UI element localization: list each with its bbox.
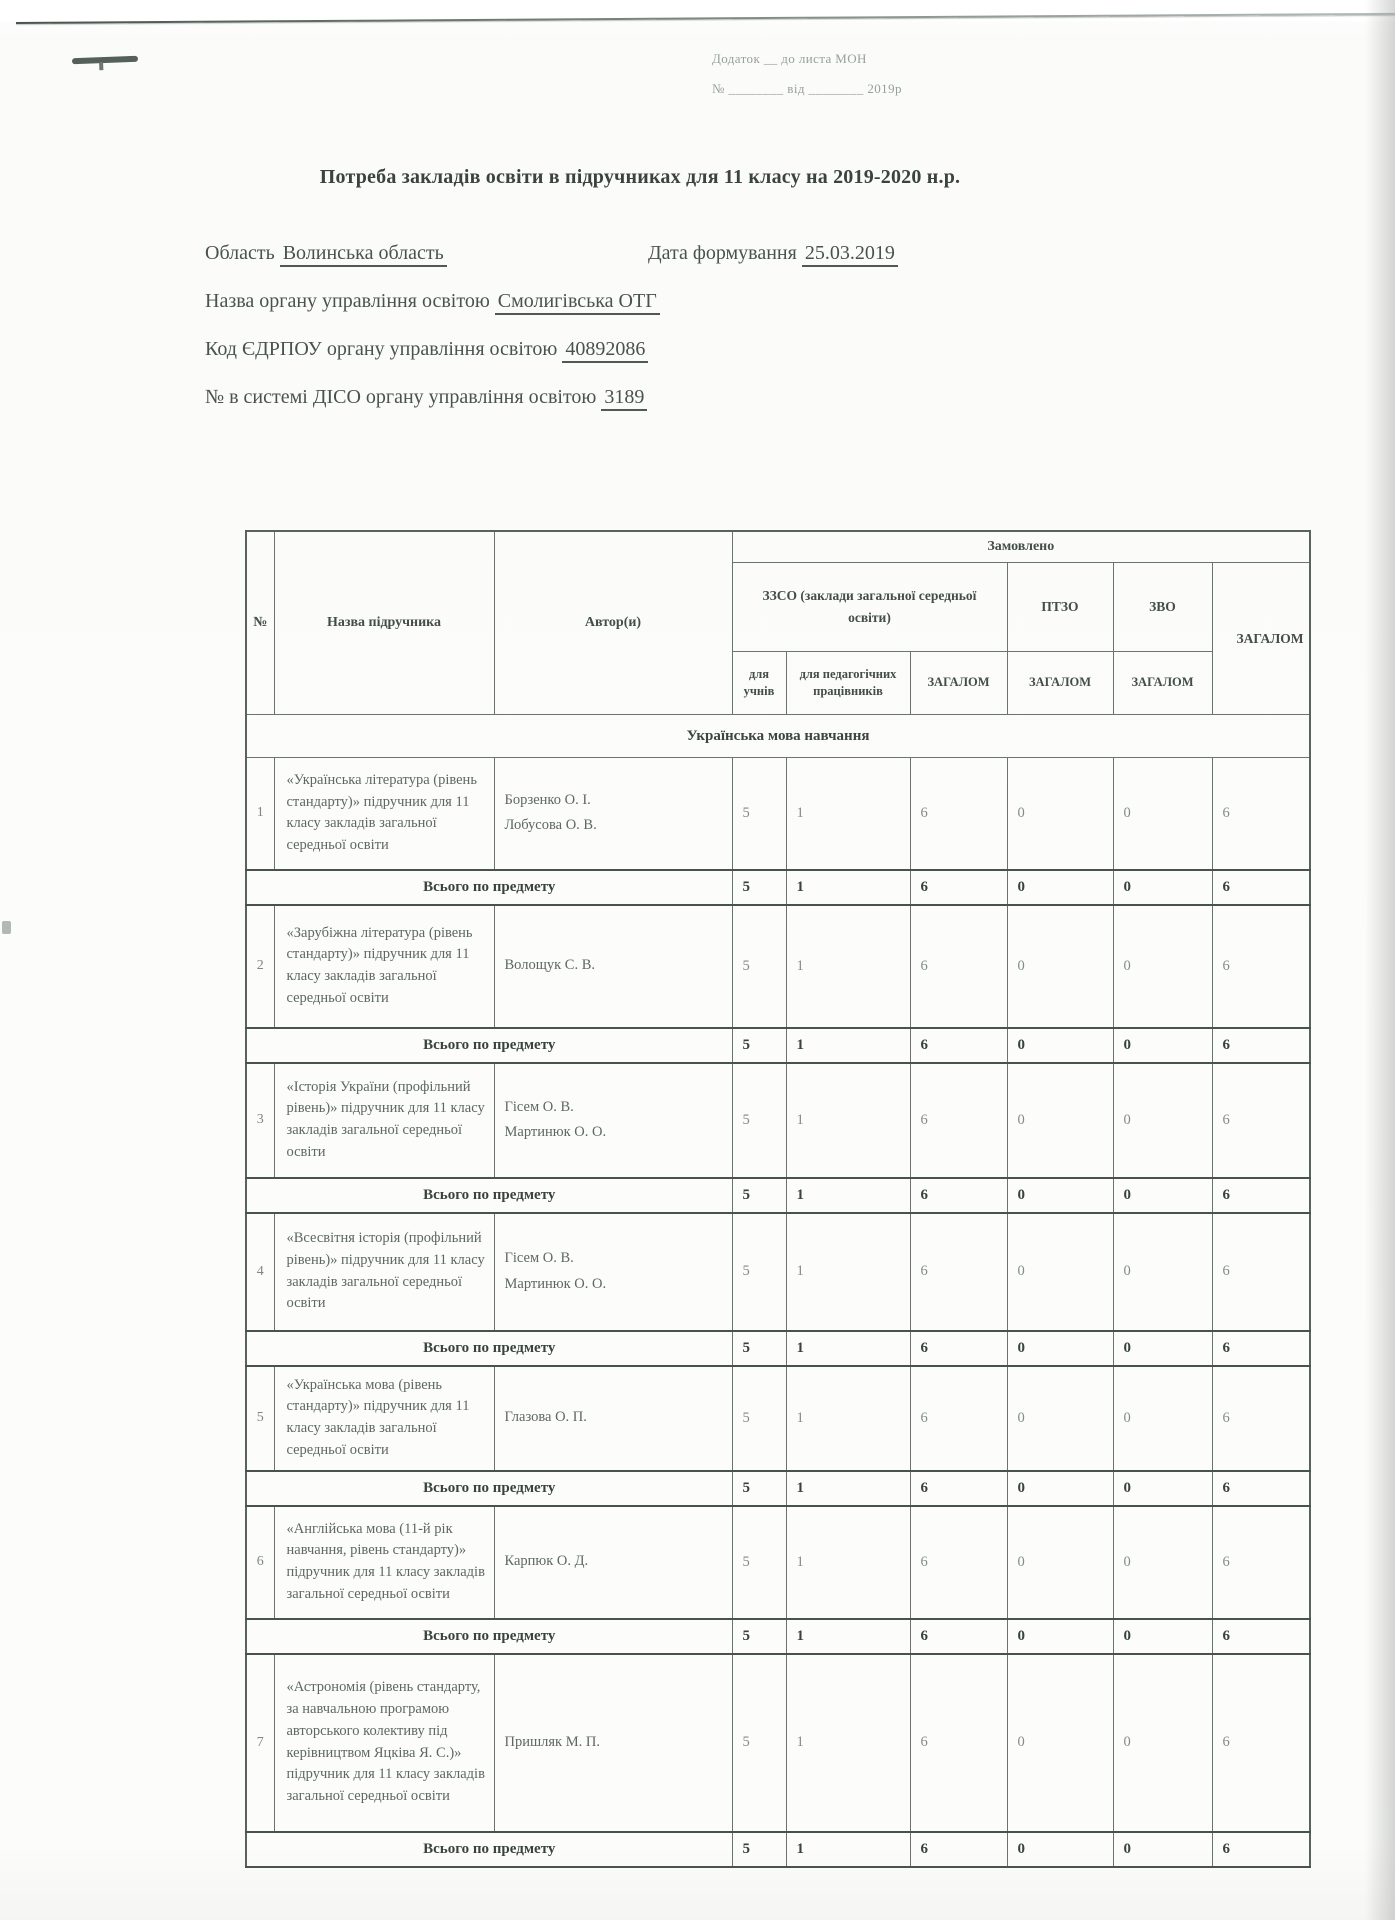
- total-ptzo: 0: [1007, 1331, 1113, 1366]
- total-teachers: 1: [786, 1178, 910, 1213]
- book-authors: [494, 905, 732, 1028]
- textbook-row: [246, 758, 1310, 870]
- subject-total-row: [246, 1178, 1310, 1213]
- field-line-diso: [205, 386, 1325, 434]
- col-header-zzso-total: ЗАГАЛОМ: [910, 652, 1007, 715]
- subject-total-row: [246, 1028, 1310, 1063]
- col-header-grand-total: ЗАГАЛОМ: [1212, 563, 1310, 715]
- value-zvo-total: 0: [1113, 1063, 1212, 1178]
- total-zvo: 0: [1113, 870, 1212, 905]
- value-zvo-total: 0: [1113, 1654, 1212, 1832]
- value-grand-total: 6: [1212, 1506, 1310, 1619]
- value-ptzo-total: 0: [1007, 1213, 1113, 1331]
- field-line-region: [205, 242, 1325, 290]
- scan-right-edge-shade: [1365, 0, 1395, 1920]
- value-ptzo-total: 0: [1007, 758, 1113, 870]
- author-line: Лобусова О. В.: [504, 817, 597, 834]
- col-header-zvo-total: ЗАГАЛОМ: [1113, 652, 1212, 715]
- value-zvo-total: 0: [1113, 1366, 1212, 1471]
- total-zvo: 0: [1113, 1832, 1212, 1867]
- total-label: Всього по предмету: [246, 1178, 732, 1213]
- col-header-for-students: для учнів: [732, 652, 786, 715]
- value-zzso-total: 6: [910, 1506, 1007, 1619]
- col-header-zzso: ЗЗСО (заклади загальної середньої освіти): [732, 563, 1007, 652]
- value-teachers: 1: [786, 1063, 910, 1178]
- value-students: 5: [732, 905, 786, 1028]
- author-line: Глазова О. П.: [504, 1409, 587, 1426]
- book-title: «Англійська мова (11-й рік навчання, рівень стандарту)» підручник для 11 класу закладів загальної середньої освіти: [274, 1506, 494, 1619]
- total-zzso: 6: [910, 1178, 1007, 1213]
- total-label: Всього по предмету: [246, 870, 732, 905]
- total-ptzo: 0: [1007, 1832, 1113, 1867]
- date-label: Дата формування: [648, 242, 797, 264]
- value-students: 5: [732, 1213, 786, 1331]
- book-num: 2: [246, 905, 274, 1028]
- total-grand: 6: [1212, 870, 1310, 905]
- value-teachers: 1: [786, 758, 910, 870]
- book-num: 3: [246, 1063, 274, 1178]
- value-zzso-total: 6: [910, 905, 1007, 1028]
- page-title: Потреба закладів освіти в підручниках для 11 класу на 2019-2020 н.р.: [319, 166, 961, 188]
- value-zzso-total: 6: [910, 758, 1007, 870]
- total-label: Всього по предмету: [246, 1331, 732, 1366]
- field-date: [648, 242, 898, 265]
- form-fields: [205, 242, 1325, 434]
- total-students: 5: [732, 1331, 786, 1366]
- total-zzso: 6: [910, 870, 1007, 905]
- value-ptzo-total: 0: [1007, 1506, 1113, 1619]
- value-zzso-total: 6: [910, 1063, 1007, 1178]
- total-grand: 6: [1212, 1178, 1310, 1213]
- book-title: «Астрономія (рівень стандарту, за навчальною програмою авторського колективу під керівництвом Яцківа Я. С.)» підручник для 11 класу закладів загальної середньої освіти: [274, 1654, 494, 1832]
- book-num: 5: [246, 1366, 274, 1471]
- total-zvo: 0: [1113, 1471, 1212, 1506]
- total-teachers: 1: [786, 1028, 910, 1063]
- author-line: Борзенко О. І.: [504, 791, 591, 808]
- total-grand: 6: [1212, 1471, 1310, 1506]
- book-num: 6: [246, 1506, 274, 1619]
- col-header-book: Назва підручника: [274, 531, 494, 715]
- textbook-row: [246, 1213, 1310, 1331]
- total-students: 5: [732, 1832, 786, 1867]
- author-line: Волощук С. В.: [504, 957, 596, 974]
- value-ptzo-total: 0: [1007, 1654, 1113, 1832]
- value-zvo-total: 0: [1113, 1506, 1212, 1619]
- value-students: 5: [732, 1654, 786, 1832]
- book-authors: [494, 1063, 732, 1178]
- value-ptzo-total: 0: [1007, 905, 1113, 1028]
- edrpou-value: 40892086: [562, 338, 648, 363]
- value-teachers: 1: [786, 1654, 910, 1832]
- value-ptzo-total: 0: [1007, 1366, 1113, 1471]
- total-grand: 6: [1212, 1619, 1310, 1654]
- region-value: Волинська область: [280, 242, 447, 267]
- value-zvo-total: 0: [1113, 1213, 1212, 1331]
- author-line: Гісем О. В.: [504, 1098, 574, 1115]
- scan-left-edge-mark: [2, 921, 11, 934]
- total-students: 5: [732, 1178, 786, 1213]
- textbook-row: [246, 1654, 1310, 1832]
- value-teachers: 1: [786, 1366, 910, 1471]
- author-line: Мартинюк О. О.: [504, 1275, 607, 1292]
- textbook-row: [246, 1506, 1310, 1619]
- book-title: «Історія України (профільний рівень)» підручник для 11 класу закладів загальної середньої освіти: [274, 1063, 494, 1178]
- total-teachers: 1: [786, 1619, 910, 1654]
- value-students: 5: [732, 758, 786, 870]
- col-header-ptzo-total: ЗАГАЛОМ: [1007, 652, 1113, 715]
- total-label: Всього по предмету: [246, 1832, 732, 1867]
- col-header-num: №: [246, 531, 274, 715]
- textbook-row: [246, 1366, 1310, 1471]
- annotation-line-2: № ________ від ________ 2019р: [712, 81, 902, 96]
- author-line: Пришляк М. П.: [504, 1733, 600, 1750]
- value-ptzo-total: 0: [1007, 1063, 1113, 1178]
- value-students: 5: [732, 1366, 786, 1471]
- book-authors: [494, 758, 732, 870]
- total-teachers: 1: [786, 1471, 910, 1506]
- textbook-row: [246, 1063, 1310, 1178]
- col-header-authors: Автор(и): [494, 531, 732, 715]
- value-students: 5: [732, 1063, 786, 1178]
- value-grand-total: 6: [1212, 1366, 1310, 1471]
- subject-total-row: [246, 1619, 1310, 1654]
- total-ptzo: 0: [1007, 1178, 1113, 1213]
- value-teachers: 1: [786, 905, 910, 1028]
- total-grand: 6: [1212, 1028, 1310, 1063]
- book-authors: [494, 1213, 732, 1331]
- total-ptzo: 0: [1007, 1471, 1113, 1506]
- book-num: 4: [246, 1213, 274, 1331]
- author-line: Гісем О. В.: [504, 1250, 574, 1267]
- value-grand-total: 6: [1212, 905, 1310, 1028]
- region-label: Область: [205, 242, 275, 264]
- field-line-authority: [205, 290, 1325, 338]
- book-num: 1: [246, 758, 274, 870]
- header-row-1: [246, 531, 1310, 563]
- col-header-ordered: Замовлено: [732, 531, 1310, 563]
- authority-value: Смолигівська ОТГ: [495, 290, 660, 315]
- total-ptzo: 0: [1007, 1619, 1113, 1654]
- value-grand-total: 6: [1212, 1063, 1310, 1178]
- subject-total-row: [246, 870, 1310, 905]
- book-title: «Всесвітня історія (профільний рівень)» підручник для 11 класу закладів загальної середньої освіти: [274, 1213, 494, 1331]
- field-line-edrpou: [205, 338, 1325, 386]
- annotation-line-1: Додаток __ до листа МОН: [712, 51, 867, 66]
- total-ptzo: 0: [1007, 1028, 1113, 1063]
- book-authors: [494, 1366, 732, 1471]
- letter-annotation: [712, 44, 902, 104]
- date-value: 25.03.2019: [802, 242, 898, 267]
- value-teachers: 1: [786, 1213, 910, 1331]
- total-teachers: 1: [786, 1832, 910, 1867]
- total-zvo: 0: [1113, 1178, 1212, 1213]
- book-title: «Українська мова (рівень стандарту)» підручник для 11 класу закладів загальної середньої освіти: [274, 1366, 494, 1471]
- diso-value: 3189: [601, 386, 647, 411]
- author-line: Карпюк О. Д.: [504, 1553, 589, 1570]
- total-students: 5: [732, 1619, 786, 1654]
- subject-total-row: [246, 1471, 1310, 1506]
- total-students: 5: [732, 1471, 786, 1506]
- total-zzso: 6: [910, 1471, 1007, 1506]
- total-grand: 6: [1212, 1832, 1310, 1867]
- value-grand-total: 6: [1212, 1654, 1310, 1832]
- total-zvo: 0: [1113, 1619, 1212, 1654]
- total-zzso: 6: [910, 1619, 1007, 1654]
- col-header-for-teachers: для педагогічних працівників: [786, 652, 910, 715]
- total-zzso: 6: [910, 1028, 1007, 1063]
- total-zzso: 6: [910, 1331, 1007, 1366]
- total-label: Всього по предмету: [246, 1028, 732, 1063]
- value-teachers: 1: [786, 1506, 910, 1619]
- value-students: 5: [732, 1506, 786, 1619]
- value-zzso-total: 6: [910, 1366, 1007, 1471]
- value-zvo-total: 0: [1113, 758, 1212, 870]
- total-label: Всього по предмету: [246, 1619, 732, 1654]
- author-line: Мартинюк О. О.: [504, 1124, 607, 1140]
- value-zvo-total: 0: [1113, 905, 1212, 1028]
- book-num: 7: [246, 1654, 274, 1832]
- total-students: 5: [732, 1028, 786, 1063]
- book-title: «Зарубіжна література (рівень стандарту)» підручник для 11 класу закладів загальної середньої освіти: [274, 905, 494, 1028]
- total-teachers: 1: [786, 1331, 910, 1366]
- diso-label: № в системі ДІСО органу управління освітою: [205, 386, 597, 408]
- book-authors: [494, 1506, 732, 1619]
- section-label: Українська мова навчання: [246, 715, 1310, 758]
- total-ptzo: 0: [1007, 870, 1113, 905]
- scan-pen-mark-artifact: [72, 56, 138, 65]
- authority-label: Назва органу управління освітою: [205, 290, 490, 312]
- total-grand: 6: [1212, 1331, 1310, 1366]
- textbook-row: [246, 905, 1310, 1028]
- value-zzso-total: 6: [910, 1654, 1007, 1832]
- total-label: Всього по предмету: [246, 1471, 732, 1506]
- section-row: [246, 715, 1310, 758]
- edrpou-label: Код ЄДРПОУ органу управління освітою: [205, 338, 558, 360]
- total-zvo: 0: [1113, 1028, 1212, 1063]
- value-grand-total: 6: [1212, 1213, 1310, 1331]
- total-teachers: 1: [786, 870, 910, 905]
- total-students: 5: [732, 870, 786, 905]
- value-zzso-total: 6: [910, 1213, 1007, 1331]
- book-title: «Українська література (рівень стандарту)» підручник для 11 класу закладів загальної середньої освіти: [274, 758, 494, 870]
- needs-table: [245, 530, 1311, 1868]
- book-authors: [494, 1654, 732, 1832]
- total-zvo: 0: [1113, 1331, 1212, 1366]
- value-grand-total: 6: [1212, 758, 1310, 870]
- textbook-needs-table: [245, 530, 1311, 1868]
- col-header-ptzo: ПТЗО: [1007, 563, 1113, 652]
- total-zzso: 6: [910, 1832, 1007, 1867]
- col-header-zvo: ЗВО: [1113, 563, 1212, 652]
- subject-total-row: [246, 1832, 1310, 1867]
- subject-total-row: [246, 1331, 1310, 1366]
